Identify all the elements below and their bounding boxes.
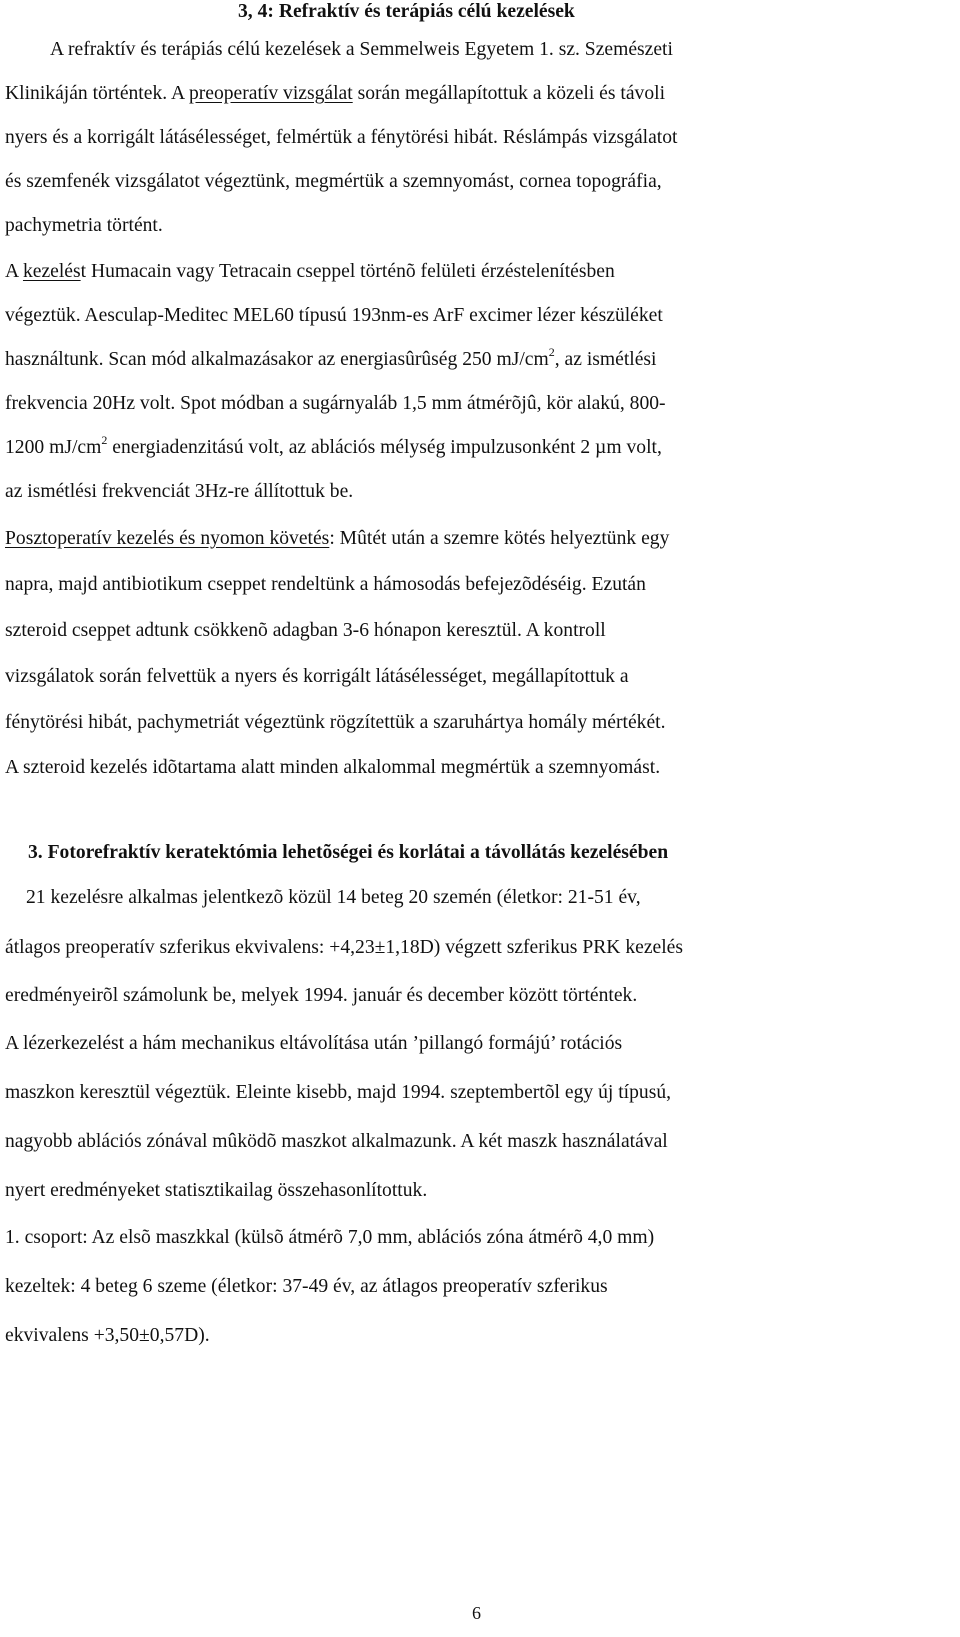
paragraph-line: 1200 $mJ/cm^2$ energiadenzitású volt, az ablációs mélység impulzusonként 2 µm volt, <box>5 433 662 458</box>
paragraph-line: kezeltek: 4 beteg 6 szeme (életkor: 37-49 év, az átlagos preoperatív szferikus <box>5 1276 608 1297</box>
section-number: 3. <box>28 842 48 863</box>
paragraph-line: 21 kezelésre alkalmas jelentkezõ közül 14 beteg 20 szemén (életkor: 21-51 év, <box>26 887 641 908</box>
paragraph-line: nagyobb ablációs zónával mûködõ maszkot alkalmazunk. A két maszk használatával <box>5 1131 668 1152</box>
superscript: 2 <box>548 345 555 359</box>
paragraph-line: maszkon keresztül végeztük. Eleinte kisebb, majd 1994. szeptembertõl egy új típusú, <box>5 1082 672 1103</box>
paragraph-line: az ismétlési frekvenciát 3Hz-re állítottuk be. <box>5 481 354 502</box>
paragraph-line: A szteroid kezelés idõtartama alatt minden alkalommal megmértük a szemnyomást. <box>5 757 661 778</box>
paragraph-line: végeztük. Aesculap-Meditec MEL60 típusú 193nm-es ArF excimer lézer készüléket <box>5 305 663 326</box>
paragraph-line: fénytörési hibát, pachymetriát végeztünk rögzítettük a szaruhártya homály mértékét. <box>5 712 666 733</box>
paragraph-line: átlagos preoperatív szferikus ekvivalens: +4,23±1,18D) végzett szferikus PRK kezelés <box>5 937 683 958</box>
paragraph-line: Klinikáján történtek. A preoperatív vizsgálat során megállapítottuk a közeli és távoli <box>5 83 666 104</box>
paragraph-line: vizsgálatok során felvettük a nyers és korrigált látásélességet, megállapítottuk a <box>5 666 629 687</box>
paragraph-line: pachymetria történt. <box>5 215 163 236</box>
paragraph-line: szteroid cseppet adtunk csökkenõ adagban 3-6 hónapon keresztül. A kontroll <box>5 620 606 641</box>
superscript: 2 <box>101 433 108 447</box>
paragraph-line: A lézerkezelést a hám mechanikus eltávolítása után ’pillangó formájú’ rotációs <box>5 1033 623 1054</box>
paragraph-line: ekvivalens +3,50±0,57D). <box>5 1325 210 1346</box>
paragraph-line: frekvencia 20Hz volt. Spot módban a sugárnyaláb 1,5 mm átmérõjû, kör alakú, 800- <box>5 393 666 414</box>
paragraph-line: nyers és a korrigált látásélességet, felmértük a fénytörési hibát. Réslámpás vizsgálatot <box>5 127 678 148</box>
page-number: 6 <box>472 1603 481 1623</box>
paragraph-line: eredményeirõl számolunk be, melyek 1994. január és december között történtek. <box>5 985 638 1006</box>
paragraph-line: nyert eredményeket statisztikailag összehasonlítottuk. <box>5 1180 428 1201</box>
underlined-term: kezelés <box>22 261 81 282</box>
paragraph-line: A refraktív és terápiás célú kezelések a Semmelweis Egyetem 1. sz. Szemészeti <box>50 39 673 60</box>
paragraph-line: Posztoperatív kezelés és nyomon követés: Mûtét után a szemre kötés helyeztünk egy <box>5 528 670 549</box>
paragraph-line: napra, majd antibiotikum cseppet rendeltünk a hámosodás befejezõdéséig. Ezután <box>5 574 646 595</box>
paragraph-line: A kezelést Humacain vagy Tetracain cseppel történõ felületi érzéstelenítésben <box>5 261 615 282</box>
section-heading-prk: 3. Fotorefraktív keratektómia lehetõségei és korlátai a távollátás kezelésében <box>28 842 669 863</box>
underlined-heading-postoperative: Posztoperatív kezelés és nyomon követés <box>5 528 330 549</box>
section-heading-refractive: 3, 4: Refraktív és terápiás célú kezelések <box>238 1 575 22</box>
paragraph-line: 1. csoport: Az elsõ maszkkal (külsõ átmérõ 7,0 mm, ablációs zóna átmérõ 4,0 mm) <box>5 1227 655 1248</box>
paragraph-line: és szemfenék vizsgálatot végeztünk, megmértük a szemnyomást, cornea topográfia, <box>5 171 662 192</box>
paragraph-line: használtunk. Scan mód alkalmazásakor az energiasûrûség 250 $mJ/cm^2$, az ismétlési <box>5 345 657 370</box>
underlined-term: preoperatív vizsgálat <box>188 83 353 104</box>
